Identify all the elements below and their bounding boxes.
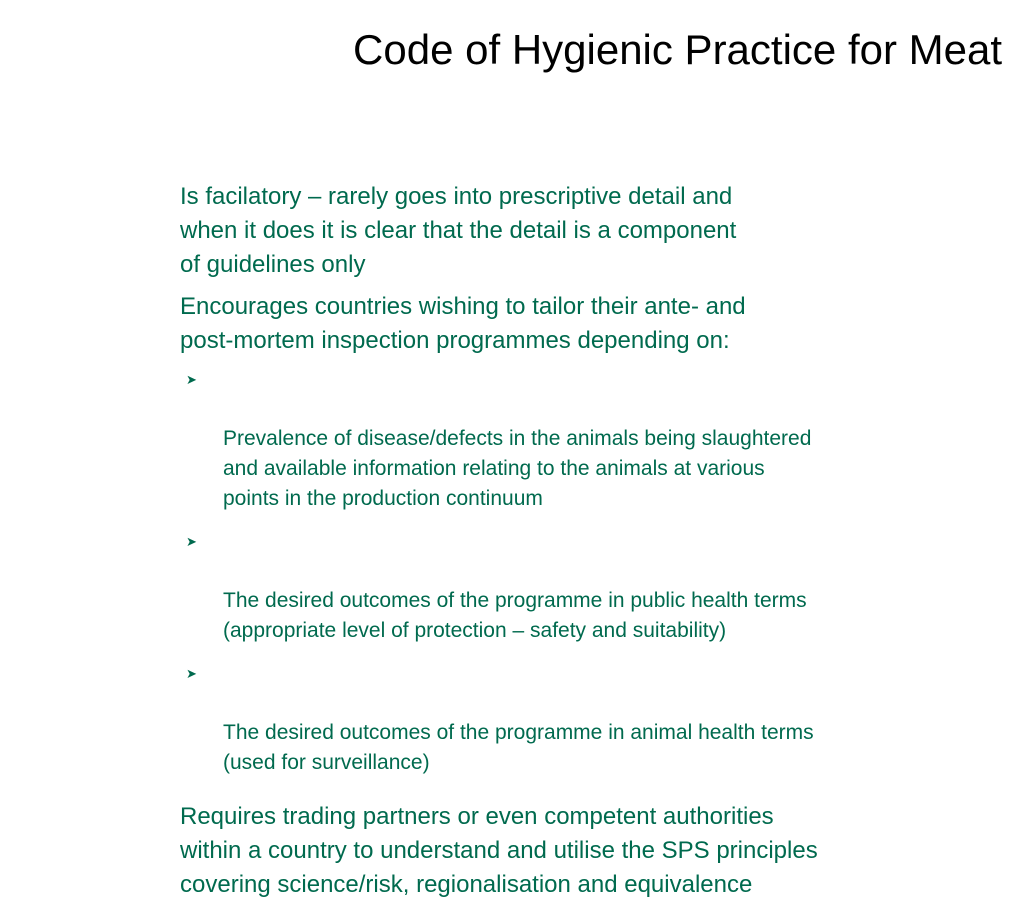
bullet-item [180, 364, 980, 514]
bullet-item [180, 526, 980, 646]
bullet-item [180, 658, 980, 778]
bullet-text: The desired outcomes of the programme in animal health terms (used for surveillance) [223, 721, 814, 774]
arrow-bullet-icon: ➤ [186, 534, 197, 549]
bullet-text: The desired outcomes of the programme in public health terms (appropriate level of protection – safety and suitability) [223, 589, 807, 642]
bullet-list [180, 364, 980, 778]
slide-body [180, 180, 980, 902]
arrow-bullet-icon: ➤ [186, 666, 197, 681]
paragraph-requires: Requires trading partners or even competent authorities within a country to understand and utilise the SPS principles covering science/risk, regionalisation and equivalence [180, 803, 818, 898]
arrow-bullet-icon: ➤ [186, 372, 197, 387]
bullet-text: Prevalence of disease/defects in the animals being slaughtered and available information relating to the animals at various points in the production continuum [223, 427, 812, 510]
paragraph-facilatory: Is facilatory – rarely goes into prescriptive detail and when it does it is clear that the detail is a component of guidelines only [180, 183, 737, 278]
paragraph-encourages: Encourages countries wishing to tailor their ante- and post-mortem inspection programmes depending on: [180, 293, 746, 354]
slide-title: Code of Hygienic Practice for Meat [353, 26, 1002, 73]
